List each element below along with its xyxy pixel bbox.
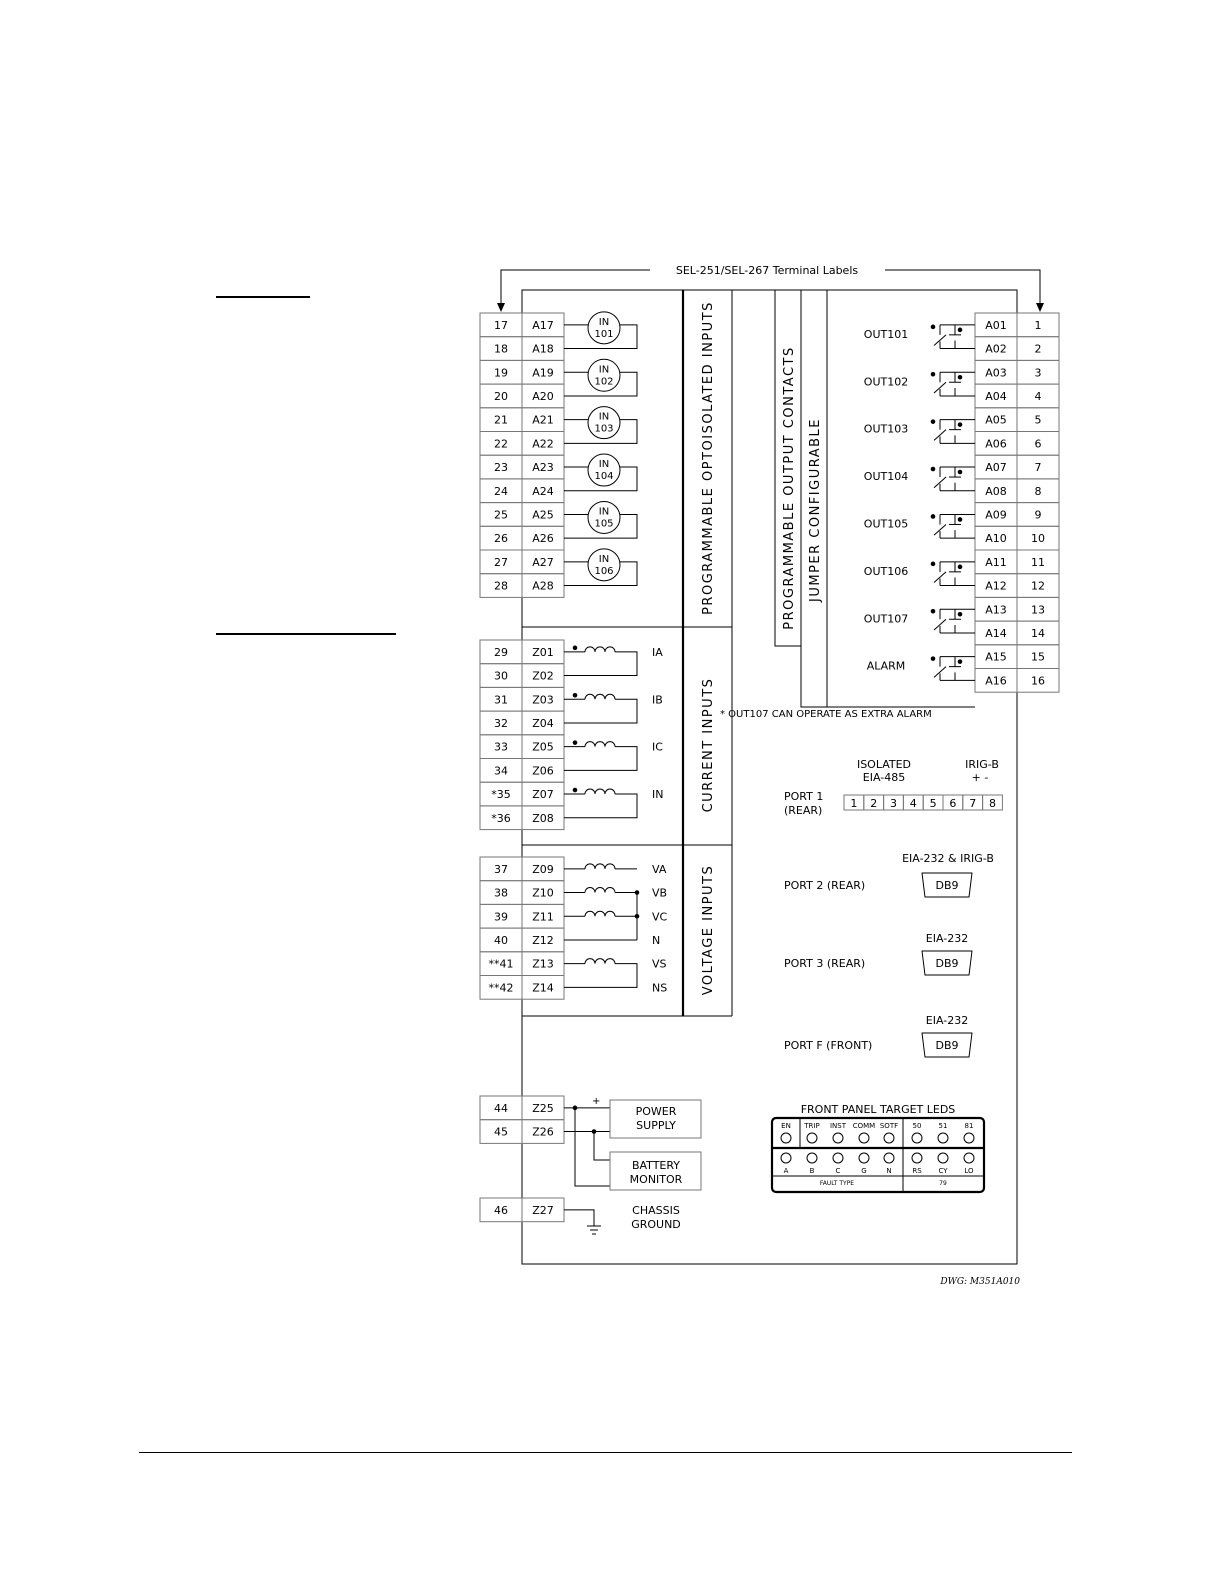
port1-eia485-label: EIA-485 xyxy=(862,771,906,784)
current-old-label: 32 xyxy=(494,716,508,730)
opto-terminal-label: A20 xyxy=(532,389,554,403)
current-terminal-label: Z07 xyxy=(532,788,554,802)
coil-icon xyxy=(585,694,615,699)
port3-connector-label: DB9 xyxy=(935,957,959,970)
voltage-phase-label: VB xyxy=(652,886,668,900)
input-label-number: 101 xyxy=(594,328,614,340)
port1-pin-label: 3 xyxy=(890,797,897,810)
terminal-label-arrow xyxy=(497,264,1044,312)
voltage-phase-label: VA xyxy=(652,862,667,876)
output-terminal-label: A04 xyxy=(985,389,1007,403)
chassis-terminal-label: Z27 xyxy=(532,1203,554,1217)
voltage-terminal-label: Z10 xyxy=(532,886,554,900)
port1-pin-label: 8 xyxy=(989,797,996,810)
target-led-icon xyxy=(884,1153,894,1163)
portF-header: EIA-232 xyxy=(925,1014,969,1027)
junction-dot xyxy=(573,646,578,651)
junction-dot xyxy=(931,514,936,519)
output-old-label: 1 xyxy=(1034,318,1042,332)
junction-dot xyxy=(958,565,963,570)
voltage-terminal-label: Z11 xyxy=(532,910,554,924)
output-contact-name: OUT104 xyxy=(863,470,909,484)
power-supply-label: SUPPLY xyxy=(636,1119,676,1132)
target-led-icon xyxy=(781,1153,791,1163)
current-phase-label: IB xyxy=(652,693,663,707)
opto-terminal-label: A25 xyxy=(532,508,554,522)
opto-old-label: 28 xyxy=(494,579,508,593)
port1-pin-label: 7 xyxy=(969,797,977,810)
output-old-label: 4 xyxy=(1034,389,1042,403)
voltage-old-label: 37 xyxy=(494,862,508,876)
led-label: 81 xyxy=(964,1122,974,1130)
svg-text:CURRENT INPUTS: CURRENT INPUTS xyxy=(701,677,716,813)
port3-label: PORT 3 (REAR) xyxy=(784,957,866,970)
output-old-label: 3 xyxy=(1034,366,1042,380)
input-label-number: 105 xyxy=(594,518,614,530)
port3-header: EIA-232 xyxy=(925,932,969,945)
coil-icon xyxy=(585,647,615,652)
current-old-label: 34 xyxy=(494,764,508,778)
current-terminal-label: Z08 xyxy=(532,811,554,825)
polarity-plus: + xyxy=(592,1095,601,1107)
fault-type-label: FAULT TYPE xyxy=(819,1180,855,1187)
output-old-label: 5 xyxy=(1034,413,1042,427)
target-led-icon xyxy=(859,1133,869,1143)
opto-terminal-label: A18 xyxy=(532,342,554,356)
led-label: RS xyxy=(912,1167,922,1175)
junction-dot xyxy=(958,328,963,333)
junction-dot xyxy=(958,470,963,475)
voltage-old-label: **42 xyxy=(488,981,514,995)
opto-old-label: 21 xyxy=(494,413,508,427)
current-terminal-label: Z02 xyxy=(532,669,554,683)
output-old-label: 10 xyxy=(1031,532,1045,546)
opto-terminal-label: A26 xyxy=(532,532,554,546)
junction-dot xyxy=(958,375,963,380)
current-terminal-label: Z06 xyxy=(532,764,554,778)
led-label: INST xyxy=(829,1122,847,1130)
led-label: 51 xyxy=(938,1122,948,1130)
coil-icon xyxy=(585,911,615,916)
current-section-title xyxy=(701,678,716,813)
output-contact-name: OUT103 xyxy=(863,422,909,436)
output-old-label: 15 xyxy=(1031,650,1045,664)
output-contact-name: OUT106 xyxy=(863,564,909,578)
output-terminal-label: A07 xyxy=(985,461,1007,475)
led-label: 50 xyxy=(912,1122,922,1130)
opto-terminal-label: A21 xyxy=(532,413,554,427)
drawing-number: DWG: M351A010 xyxy=(940,1277,1020,1287)
coil-icon xyxy=(585,789,615,794)
opto-old-label: 19 xyxy=(494,366,508,380)
led-label: G xyxy=(861,1167,867,1175)
opto-old-label: 26 xyxy=(494,532,508,546)
port1-pin-label: 4 xyxy=(909,797,917,810)
coil-icon xyxy=(585,888,615,893)
opto-terminal-label: A23 xyxy=(532,461,554,475)
voltage-old-label: 40 xyxy=(494,933,508,947)
port1-irigb-label: IRIG-B xyxy=(965,758,999,771)
led-label: N xyxy=(886,1167,892,1175)
output-contact-name: OUT107 xyxy=(863,612,909,626)
chassis-ground-label: CHASSIS xyxy=(632,1204,680,1217)
port2-header: EIA-232 & IRIG-B xyxy=(902,852,994,865)
output-contact-name: ALARM xyxy=(866,659,906,673)
power-terminal-label: Z26 xyxy=(532,1125,554,1139)
output-old-label: 12 xyxy=(1031,579,1045,593)
port1-pin-label: 1 xyxy=(850,797,858,810)
port1-pin-label: 5 xyxy=(929,797,937,810)
junction-dot xyxy=(958,517,963,522)
out107-note: * OUT107 CAN OPERATE AS EXTRA ALARM xyxy=(720,709,932,720)
current-terminal-label: Z03 xyxy=(532,693,554,707)
junction-dot xyxy=(931,609,936,614)
opto-old-label: 27 xyxy=(494,555,508,569)
input-label-in: IN xyxy=(598,364,610,376)
junction-dot xyxy=(635,914,640,919)
led-label: C xyxy=(835,1167,841,1175)
output-old-label: 14 xyxy=(1031,626,1045,640)
junction-dot xyxy=(931,325,936,330)
current-old-label: 29 xyxy=(494,645,508,659)
coil-icon xyxy=(585,742,615,747)
voltage-terminal-label: Z09 xyxy=(532,862,554,876)
output-old-label: 8 xyxy=(1034,484,1042,498)
output-section-title xyxy=(782,346,797,629)
voltage-section-title xyxy=(701,865,716,995)
output-old-label: 16 xyxy=(1031,674,1045,688)
target-led-icon xyxy=(912,1133,922,1143)
opto-old-label: 17 xyxy=(494,318,508,332)
svg-text:VOLTAGE INPUTS: VOLTAGE INPUTS xyxy=(701,864,716,996)
output-old-label: 7 xyxy=(1034,461,1042,475)
current-phase-label: IN xyxy=(652,788,664,802)
junction-dot xyxy=(958,422,963,427)
target-led-icon xyxy=(964,1133,974,1143)
input-label-in: IN xyxy=(598,316,610,328)
opto-terminal-label: A19 xyxy=(532,366,554,380)
port1-label: (REAR) xyxy=(784,804,823,817)
current-old-label: *36 xyxy=(491,811,511,825)
jumper-section-title xyxy=(808,418,823,603)
target-led-icon xyxy=(833,1133,843,1143)
junction-dot xyxy=(931,656,936,661)
port1-pin-label: 2 xyxy=(870,797,878,810)
output-terminal-label: A03 xyxy=(985,366,1007,380)
port1-label: PORT 1 xyxy=(784,790,824,803)
input-label-in: IN xyxy=(598,459,610,471)
port1-pin-label: 6 xyxy=(949,797,957,810)
output-terminal-label: A12 xyxy=(985,579,1007,593)
power-terminal-label: Z25 xyxy=(532,1101,554,1115)
voltage-old-label: **41 xyxy=(488,957,514,971)
led-label: B xyxy=(809,1167,815,1175)
port1-irigb-polarity: + - xyxy=(971,771,989,784)
coil-icon xyxy=(585,864,615,869)
opto-old-label: 25 xyxy=(494,508,508,522)
power-old-label: 45 xyxy=(494,1125,508,1139)
output-terminal-label: A14 xyxy=(985,626,1007,640)
output-contact-name: OUT105 xyxy=(863,517,909,531)
current-old-label: *35 xyxy=(491,788,511,802)
power-old-label: 44 xyxy=(494,1101,508,1115)
target-led-icon xyxy=(807,1133,817,1143)
opto-terminal-label: A17 xyxy=(532,318,554,332)
output-old-label: 6 xyxy=(1034,437,1042,451)
led-label: TRIP xyxy=(804,1122,820,1130)
input-label-in: IN xyxy=(598,506,610,518)
target-led-icon xyxy=(912,1153,922,1163)
opto-terminal-label: A24 xyxy=(532,484,554,498)
led-label: A xyxy=(783,1167,789,1175)
junction-dot xyxy=(573,740,578,745)
opto-terminal-label: A22 xyxy=(532,437,554,451)
target-led-icon xyxy=(884,1133,894,1143)
junction-dot xyxy=(931,372,936,377)
junction-dot xyxy=(635,890,640,895)
led-label: COMM xyxy=(852,1122,876,1130)
output-terminal-label: A15 xyxy=(985,650,1007,664)
terminal-label-title: SEL-251/SEL-267 Terminal Labels xyxy=(675,264,859,277)
current-terminal-label: Z05 xyxy=(532,740,554,754)
led-panel-title: FRONT PANEL TARGET LEDS xyxy=(800,1103,956,1116)
svg-text:PROGRAMMABLE OPTOISOLATED INPU: PROGRAMMABLE OPTOISOLATED INPUTS xyxy=(701,301,716,615)
chassis-ground-label: GROUND xyxy=(631,1218,681,1231)
target-led-icon xyxy=(964,1153,974,1163)
target-led-icon xyxy=(833,1153,843,1163)
output-terminal-label: A08 xyxy=(985,484,1007,498)
output-terminal-label: A02 xyxy=(985,342,1007,356)
junction-dot xyxy=(958,659,963,664)
junction-dot xyxy=(958,612,963,617)
input-label-number: 102 xyxy=(594,376,614,388)
voltage-terminal-label: Z13 xyxy=(532,957,554,971)
portF-connector-label: DB9 xyxy=(935,1039,959,1052)
junction-dot xyxy=(931,467,936,472)
current-old-label: 30 xyxy=(494,669,508,683)
voltage-phase-label: VC xyxy=(652,910,668,924)
voltage-terminal-label: Z14 xyxy=(532,981,554,995)
input-label-number: 103 xyxy=(594,423,614,435)
target-led-icon xyxy=(781,1133,791,1143)
target-led-icon xyxy=(859,1153,869,1163)
output-terminal-label: A09 xyxy=(985,508,1007,522)
current-old-label: 31 xyxy=(494,693,508,707)
opto-old-label: 20 xyxy=(494,389,508,403)
output-terminal-label: A01 xyxy=(985,318,1007,332)
input-label-in: IN xyxy=(598,553,610,565)
port2-label: PORT 2 (REAR) xyxy=(784,879,866,892)
led-label: CY xyxy=(938,1167,948,1175)
chassis-old-label: 46 xyxy=(494,1203,508,1217)
input-label-number: 104 xyxy=(594,471,614,483)
junction-dot xyxy=(573,693,578,698)
opto-terminal-label: A28 xyxy=(532,579,554,593)
current-terminal-label: Z01 xyxy=(532,645,554,659)
target-led-icon xyxy=(807,1153,817,1163)
opto-old-label: 18 xyxy=(494,342,508,356)
led-label: EN xyxy=(781,1122,791,1130)
led-label: SOTF xyxy=(879,1122,899,1130)
output-contact-name: OUT101 xyxy=(863,327,909,341)
output-contact-name: OUT102 xyxy=(863,375,909,389)
junction-dot xyxy=(931,419,936,424)
junction-dot xyxy=(931,562,936,567)
voltage-phase-label: NS xyxy=(652,981,668,995)
voltage-phase-label: VS xyxy=(652,957,667,971)
opto-old-label: 23 xyxy=(494,461,508,475)
power-supply-label: POWER xyxy=(635,1105,677,1118)
output-terminal-label: A10 xyxy=(985,532,1007,546)
current-phase-label: IA xyxy=(652,645,663,659)
output-terminal-label: A11 xyxy=(985,555,1007,569)
led-label: LO xyxy=(964,1167,974,1175)
portF-label: PORT F (FRONT) xyxy=(784,1039,873,1052)
voltage-phase-label: N xyxy=(652,933,661,947)
input-label-in: IN xyxy=(598,411,610,423)
target-led-icon xyxy=(938,1153,948,1163)
input-label-number: 106 xyxy=(594,565,614,577)
battery-monitor-label: BATTERY xyxy=(631,1159,681,1172)
battery-monitor-label: MONITOR xyxy=(629,1173,683,1186)
opto-old-label: 24 xyxy=(494,484,508,498)
output-terminal-label: A06 xyxy=(985,437,1007,451)
opto-old-label: 22 xyxy=(494,437,508,451)
port1-isolated-label: ISOLATED xyxy=(856,758,912,771)
target-led-icon xyxy=(938,1133,948,1143)
current-old-label: 33 xyxy=(494,740,508,754)
svg-text:JUMPER CONFIGURABLE: JUMPER CONFIGURABLE xyxy=(808,418,823,602)
coil-icon xyxy=(585,959,615,964)
voltage-old-label: 39 xyxy=(494,910,508,924)
output-old-label: 11 xyxy=(1031,555,1045,569)
recloser-label: 79 xyxy=(939,1180,947,1187)
current-phase-label: IC xyxy=(652,740,663,754)
output-old-label: 9 xyxy=(1034,508,1042,522)
junction-dot xyxy=(573,788,578,793)
output-old-label: 13 xyxy=(1031,603,1045,617)
svg-text:PROGRAMMABLE OUTPUT CONTACTS: PROGRAMMABLE OUTPUT CONTACTS xyxy=(782,346,797,630)
output-terminal-label: A16 xyxy=(985,674,1007,688)
current-terminal-label: Z04 xyxy=(532,716,554,730)
opto-section-title xyxy=(701,301,716,615)
output-terminal-label: A13 xyxy=(985,603,1007,617)
port2-connector-label: DB9 xyxy=(935,879,959,892)
output-old-label: 2 xyxy=(1034,342,1042,356)
opto-terminal-label: A27 xyxy=(532,555,554,569)
voltage-terminal-label: Z12 xyxy=(532,933,554,947)
output-terminal-label: A05 xyxy=(985,413,1007,427)
voltage-old-label: 38 xyxy=(494,886,508,900)
